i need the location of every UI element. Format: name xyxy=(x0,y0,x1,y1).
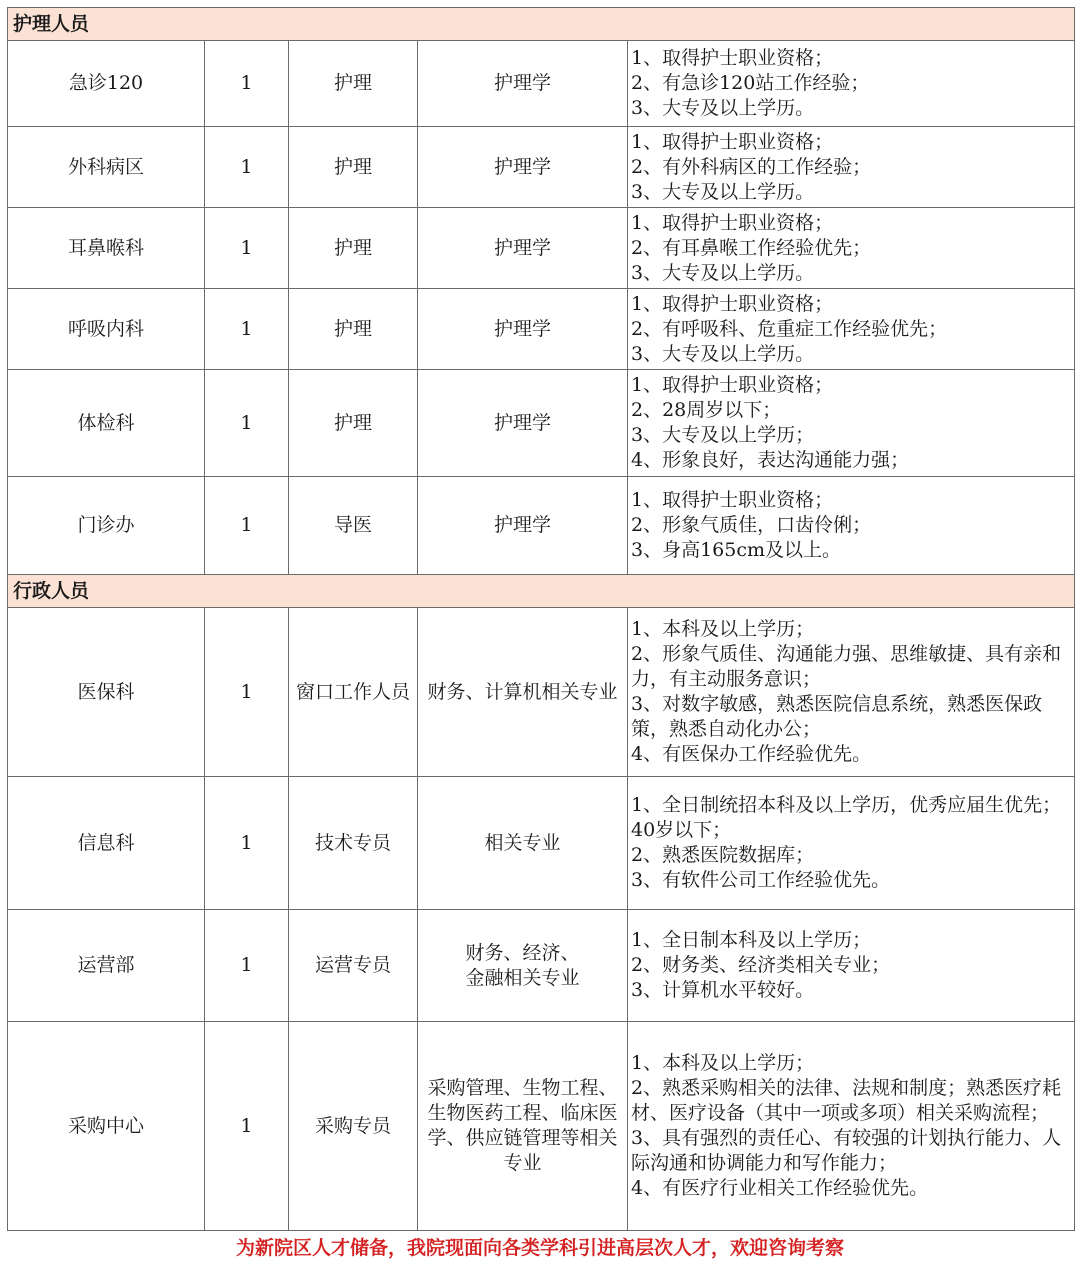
requirements-cell xyxy=(628,1022,1075,1231)
headcount-cell: 1 xyxy=(205,289,289,370)
major-line: 财务、计算机相关专业 xyxy=(427,680,618,703)
requirement-line: 2、财务类、经济类相关专业； xyxy=(631,954,891,976)
headcount-cell: 1 xyxy=(205,477,289,575)
requirement-line: 1、取得护士职业资格； xyxy=(631,374,834,396)
requirement-line: 1、取得护士职业资格； xyxy=(631,211,834,234)
major-line: 护理学 xyxy=(493,72,551,94)
requirement-line: 40岁以下； xyxy=(631,819,732,841)
requirement-line: 1、全日制统招本科及以上学历，优秀应届生优先； xyxy=(631,794,1062,816)
table-row xyxy=(8,289,1075,370)
section-title: 行政人员 xyxy=(8,575,1075,608)
requirements-cell xyxy=(628,910,1075,1022)
requirements-cell xyxy=(628,370,1075,477)
table-row xyxy=(8,777,1075,910)
major-line: 护理学 xyxy=(493,155,551,178)
table-row xyxy=(8,208,1075,289)
major-cell xyxy=(418,477,628,575)
requirement-line: 2、形象气质佳，口齿伶俐； xyxy=(631,514,872,536)
requirements-cell xyxy=(628,127,1075,208)
major-cell xyxy=(418,608,628,777)
position-cell: 护理 xyxy=(289,370,418,477)
requirements-cell xyxy=(628,289,1075,370)
table-row xyxy=(8,1022,1075,1231)
major-line: 财务、经济、 xyxy=(465,941,580,964)
requirement-line: 4、有医疗行业相关工作经验优先。 xyxy=(631,1177,929,1199)
requirements-cell xyxy=(628,208,1075,289)
department-cell: 体检科 xyxy=(8,370,205,477)
requirement-line: 1、取得护士职业资格； xyxy=(631,130,834,153)
table-row xyxy=(8,910,1075,1022)
position-cell: 技术专员 xyxy=(289,777,418,910)
major-cell xyxy=(418,289,628,370)
major-line: 相关专业 xyxy=(484,831,561,854)
requirement-line: 3、大专及以上学历。 xyxy=(631,342,815,365)
headcount-cell: 1 xyxy=(205,608,289,777)
section-title: 护理人员 xyxy=(8,8,1075,41)
department-cell: 耳鼻喉科 xyxy=(8,208,205,289)
table-row xyxy=(8,608,1075,777)
requirement-line: 3、计算机水平较好。 xyxy=(631,979,815,1001)
major-line: 护理学 xyxy=(493,411,551,434)
requirement-line: 2、熟悉医院数据库； xyxy=(631,844,815,866)
requirement-line: 1、取得护士职业资格； xyxy=(631,47,834,69)
requirement-line: 3、大专及以上学历。 xyxy=(631,97,815,119)
department-cell: 呼吸内科 xyxy=(8,289,205,370)
table-row xyxy=(8,127,1075,208)
requirement-line: 3、大专及以上学历。 xyxy=(631,180,815,203)
table-row xyxy=(8,41,1075,127)
requirements-cell xyxy=(628,477,1075,575)
headcount-cell: 1 xyxy=(205,370,289,477)
major-cell xyxy=(418,910,628,1022)
major-line: 护理学 xyxy=(493,514,551,536)
requirement-line: 3、大专及以上学历； xyxy=(631,424,815,446)
requirement-line: 3、大专及以上学历。 xyxy=(631,261,815,284)
position-cell: 采购专员 xyxy=(289,1022,418,1231)
position-cell: 导医 xyxy=(289,477,418,575)
department-cell: 门诊办 xyxy=(8,477,205,575)
department-cell: 医保科 xyxy=(8,608,205,777)
headcount-cell: 1 xyxy=(205,1022,289,1231)
requirement-line: 4、有医保办工作经验优先。 xyxy=(631,743,872,765)
position-cell: 护理 xyxy=(289,41,418,127)
requirement-line: 3、具有强烈的责任心、有较强的计划执行能力、人际沟通和协调能力和写作能力； xyxy=(631,1127,1062,1174)
department-cell: 急诊120 xyxy=(8,41,205,127)
department-cell: 运营部 xyxy=(8,910,205,1022)
requirements-cell xyxy=(628,777,1075,910)
headcount-cell: 1 xyxy=(205,777,289,910)
major-cell xyxy=(418,41,628,127)
headcount-cell: 1 xyxy=(205,127,289,208)
department-cell: 信息科 xyxy=(8,777,205,910)
requirement-line: 3、身高165cm及以上。 xyxy=(631,539,842,561)
major-cell xyxy=(418,1022,628,1231)
table-row xyxy=(8,370,1075,477)
requirement-line: 2、有外科病区的工作经验； xyxy=(631,155,872,178)
requirement-line: 2、有呼吸科、危重症工作经验优先； xyxy=(631,317,948,340)
requirements-cell xyxy=(628,41,1075,127)
position-cell: 运营专员 xyxy=(289,910,418,1022)
requirement-line: 3、对数字敏感，熟悉医院信息系统，熟悉医保政策，熟悉自动化办公； xyxy=(631,693,1043,740)
major-line: 护理学 xyxy=(493,317,551,340)
requirement-line: 4、形象良好，表达沟通能力强； xyxy=(631,449,910,471)
position-cell: 护理 xyxy=(289,127,418,208)
department-cell: 采购中心 xyxy=(8,1022,205,1231)
major-line: 采购管理、生物工程、生物医药工程、临床医学、供应链管理等相关专业 xyxy=(427,1077,618,1174)
requirement-line: 3、有软件公司工作经验优先。 xyxy=(631,869,891,891)
requirement-line: 2、有耳鼻喉工作经验优先； xyxy=(631,236,872,259)
requirement-line: 1、本科及以上学历； xyxy=(631,1052,815,1074)
requirement-line: 2、形象气质佳、沟通能力强、思维敏捷、具有亲和力，有主动服务意识； xyxy=(631,643,1062,690)
section-header-row xyxy=(8,8,1075,41)
major-cell xyxy=(418,777,628,910)
requirement-line: 1、取得护士职业资格； xyxy=(631,489,834,511)
headcount-cell: 1 xyxy=(205,910,289,1022)
requirements-cell xyxy=(628,608,1075,777)
major-cell xyxy=(418,208,628,289)
headcount-cell: 1 xyxy=(205,41,289,127)
position-cell: 护理 xyxy=(289,208,418,289)
major-line: 护理学 xyxy=(493,236,551,259)
headcount-cell: 1 xyxy=(205,208,289,289)
requirement-line: 2、熟悉采购相关的法律、法规和制度；熟悉医疗耗材、医疗设备（其中一项或多项）相关采购流程； xyxy=(631,1077,1062,1124)
major-line: 金融相关专业 xyxy=(465,966,580,989)
section-header-row xyxy=(8,575,1075,608)
position-cell: 窗口工作人员 xyxy=(289,608,418,777)
requirement-line: 1、取得护士职业资格； xyxy=(631,292,834,315)
position-cell: 护理 xyxy=(289,289,418,370)
footer-notice: 为新院区人才储备，我院现面向各类学科引进高层次人才，欢迎咨询考察 xyxy=(235,1237,844,1259)
major-cell xyxy=(418,127,628,208)
major-cell xyxy=(418,370,628,477)
requirement-line: 2、有急诊120站工作经验； xyxy=(631,72,870,94)
department-cell: 外科病区 xyxy=(8,127,205,208)
requirement-line: 2、28周岁以下； xyxy=(631,399,782,421)
table-row xyxy=(8,477,1075,575)
recruitment-table xyxy=(7,7,1075,1231)
requirement-line: 1、全日制本科及以上学历； xyxy=(631,929,872,951)
requirement-line: 1、本科及以上学历； xyxy=(631,618,815,640)
